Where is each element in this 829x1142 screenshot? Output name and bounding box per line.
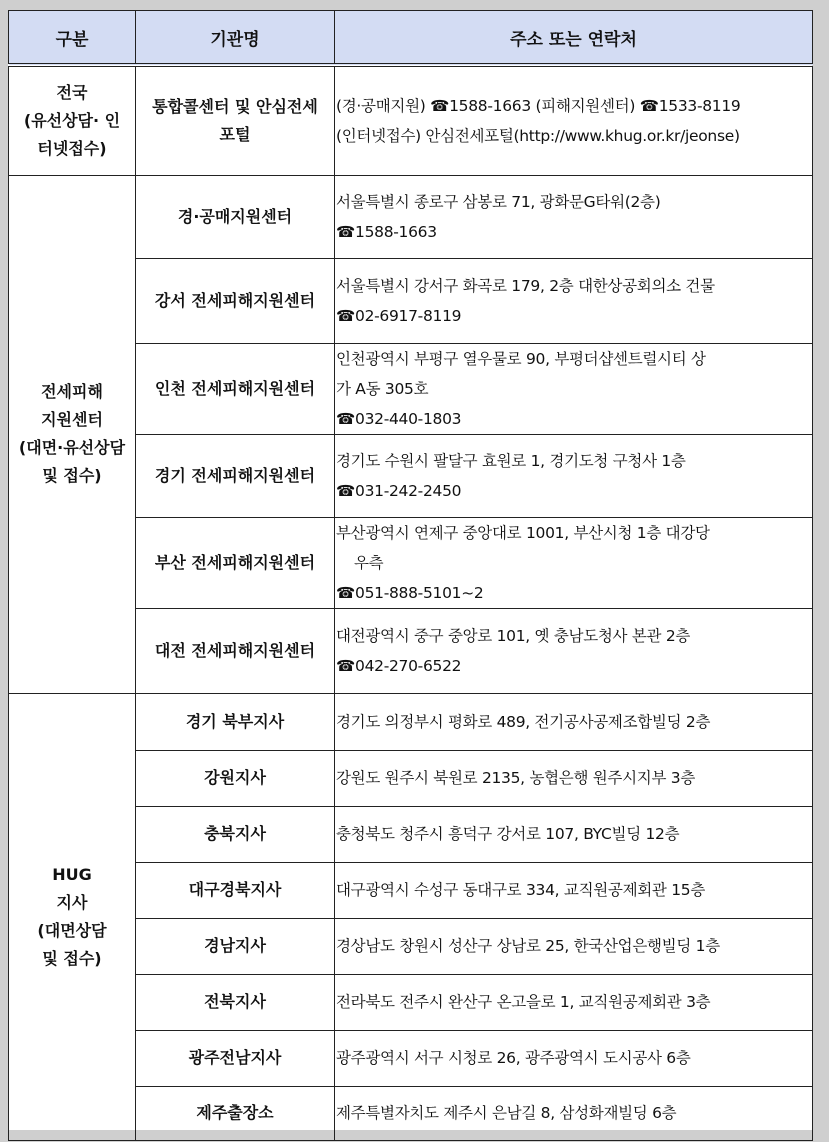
- address-text: 서울특별시 강서구 화곡로 179, 2층 대한상공회의소 건물: [336, 276, 715, 295]
- organization-name: 경기 북부지사: [185, 711, 285, 731]
- address-text: 경기도 수원시 팔달구 효원로 1, 경기도청 구청사 1층: [336, 451, 686, 470]
- address-text: (인터넷접수) 안심전세포털(http://www.khug.or.kr/jeonse): [336, 126, 740, 145]
- category-text: (대면·유선상담: [18, 438, 126, 457]
- category-text: 터넷접수): [37, 138, 107, 158]
- address-text: 부산광역시 연제구 중앙대로 1001, 부산시청 1층 대강당: [336, 523, 710, 542]
- category-text: (대면상담: [37, 920, 107, 940]
- organization-name: 강원지사: [204, 768, 266, 787]
- header-row: [9, 11, 813, 66]
- phone-number: ☎042-270-6522: [336, 656, 462, 675]
- organization-name: 경남지사: [204, 936, 266, 955]
- address-text: 대전광역시 중구 중앙로 101, 옛 충남도청사 본관 2층: [336, 626, 691, 645]
- organization-cell: [136, 918, 335, 974]
- address-cell: [335, 750, 813, 806]
- phone-number: ☎02-6917-8119: [336, 306, 462, 325]
- contact-table: [8, 10, 813, 1141]
- address-text: 인천광역시 부평구 열우물로 90, 부평더샵센트럴시티 상: [336, 349, 706, 368]
- header-address-contact: 주소 또는 연락처: [335, 11, 813, 66]
- address-text: 전라북도 전주시 완산구 온고을로 1, 교직원공제회관 3층: [336, 993, 711, 1011]
- organization-cell: [136, 258, 335, 343]
- address-cell: [335, 343, 813, 434]
- category-text: 지사: [56, 892, 88, 912]
- category-text: 및 접수): [42, 466, 102, 485]
- address-text: 충청북도 청주시 흥덕구 강서로 107, BYC빌딩 12층: [336, 825, 680, 843]
- address-cell: [335, 65, 813, 175]
- header-category: 구분: [9, 11, 136, 66]
- organization-name: 통합콜센터 및 안심전세: [152, 96, 318, 116]
- address-cell: [335, 517, 813, 608]
- category-text: 전세피해: [41, 382, 103, 401]
- organization-cell: [136, 862, 335, 918]
- phone-number: ☎031-242-2450: [336, 481, 462, 500]
- category-text: 및 접수): [42, 948, 102, 968]
- address-text: 경상남도 창원시 성산구 상남로 25, 한국산업은행빌딩 1층: [336, 937, 720, 955]
- organization-name: 강서 전세피해지원센터: [154, 290, 316, 310]
- phone-number: ☎032-440-1803: [336, 409, 462, 428]
- category-text: (유선상담· 인: [23, 110, 121, 130]
- address-text: 우측: [354, 553, 384, 572]
- category-text: HUG: [52, 864, 92, 884]
- organization-name: 충북지사: [204, 824, 266, 843]
- organization-name: 인천 전세피해지원센터: [154, 378, 316, 398]
- organization-cell: [136, 434, 335, 517]
- organization-cell: [136, 343, 335, 434]
- table-row: [9, 65, 813, 175]
- header-organization: 기관명: [136, 11, 335, 66]
- organization-name: 광주전남지사: [188, 1048, 282, 1067]
- organization-name: 대구경북지사: [188, 880, 282, 899]
- address-cell: [335, 806, 813, 862]
- organization-cell: [136, 65, 335, 175]
- organization-cell: [136, 750, 335, 806]
- address-text: 강원도 원주시 북원로 2135, 농협은행 원주시지부 3층: [336, 769, 695, 787]
- organization-name: 부산 전세피해지원센터: [154, 552, 316, 572]
- organization-cell: [136, 517, 335, 608]
- category-cell: [9, 65, 136, 175]
- category-cell: [9, 175, 136, 693]
- address-cell: [335, 693, 813, 750]
- organization-name: 대전 전세피해지원센터: [154, 640, 316, 660]
- address-cell: [335, 918, 813, 974]
- organization-cell: [136, 974, 335, 1030]
- address-cell: [335, 1030, 813, 1086]
- address-text: (경·공매지원) ☎1588-1663 (피해지원센터) ☎1533-8119: [336, 96, 741, 115]
- table-row: [9, 693, 813, 750]
- organization-cell: [136, 175, 335, 258]
- category-text: 지원센터: [41, 410, 103, 429]
- address-text: 경기도 의정부시 평화로 489, 전기공사공제조합빌딩 2층: [336, 712, 711, 731]
- address-text: 대구광역시 수성구 동대구로 334, 교직원공제회관 15층: [336, 881, 706, 899]
- organization-cell: [136, 1086, 335, 1140]
- contact-table-sheet: [8, 10, 812, 1130]
- address-cell: [335, 974, 813, 1030]
- organization-name: 포털: [219, 124, 251, 144]
- address-text: 광주광역시 서구 시청로 26, 광주광역시 도시공사 6층: [336, 1049, 691, 1067]
- category-cell: [9, 693, 136, 1140]
- table-row: [9, 175, 813, 258]
- organization-name: 경기 전세피해지원센터: [154, 465, 316, 485]
- organization-cell: [136, 608, 335, 693]
- category-text: 전국: [56, 82, 88, 102]
- phone-number: ☎1588-1663: [336, 222, 437, 241]
- organization-cell: [136, 1030, 335, 1086]
- address-cell: [335, 175, 813, 258]
- address-cell: [335, 1086, 813, 1140]
- organization-name: 제주출장소: [196, 1103, 274, 1122]
- address-text: 가 A동 305호: [336, 379, 429, 398]
- phone-number: ☎051-888-5101~2: [336, 583, 484, 602]
- address-cell: [335, 862, 813, 918]
- address-cell: [335, 608, 813, 693]
- address-text: 제주특별자치도 제주시 은남길 8, 삼성화재빌딩 6층: [336, 1104, 677, 1122]
- address-cell: [335, 258, 813, 343]
- address-cell: [335, 434, 813, 517]
- organization-name: 경·공매지원센터: [177, 206, 293, 226]
- organization-cell: [136, 806, 335, 862]
- organization-name: 전북지사: [204, 992, 266, 1011]
- organization-cell: [136, 693, 335, 750]
- address-text: 서울특별시 종로구 삼봉로 71, 광화문G타워(2층): [336, 192, 661, 211]
